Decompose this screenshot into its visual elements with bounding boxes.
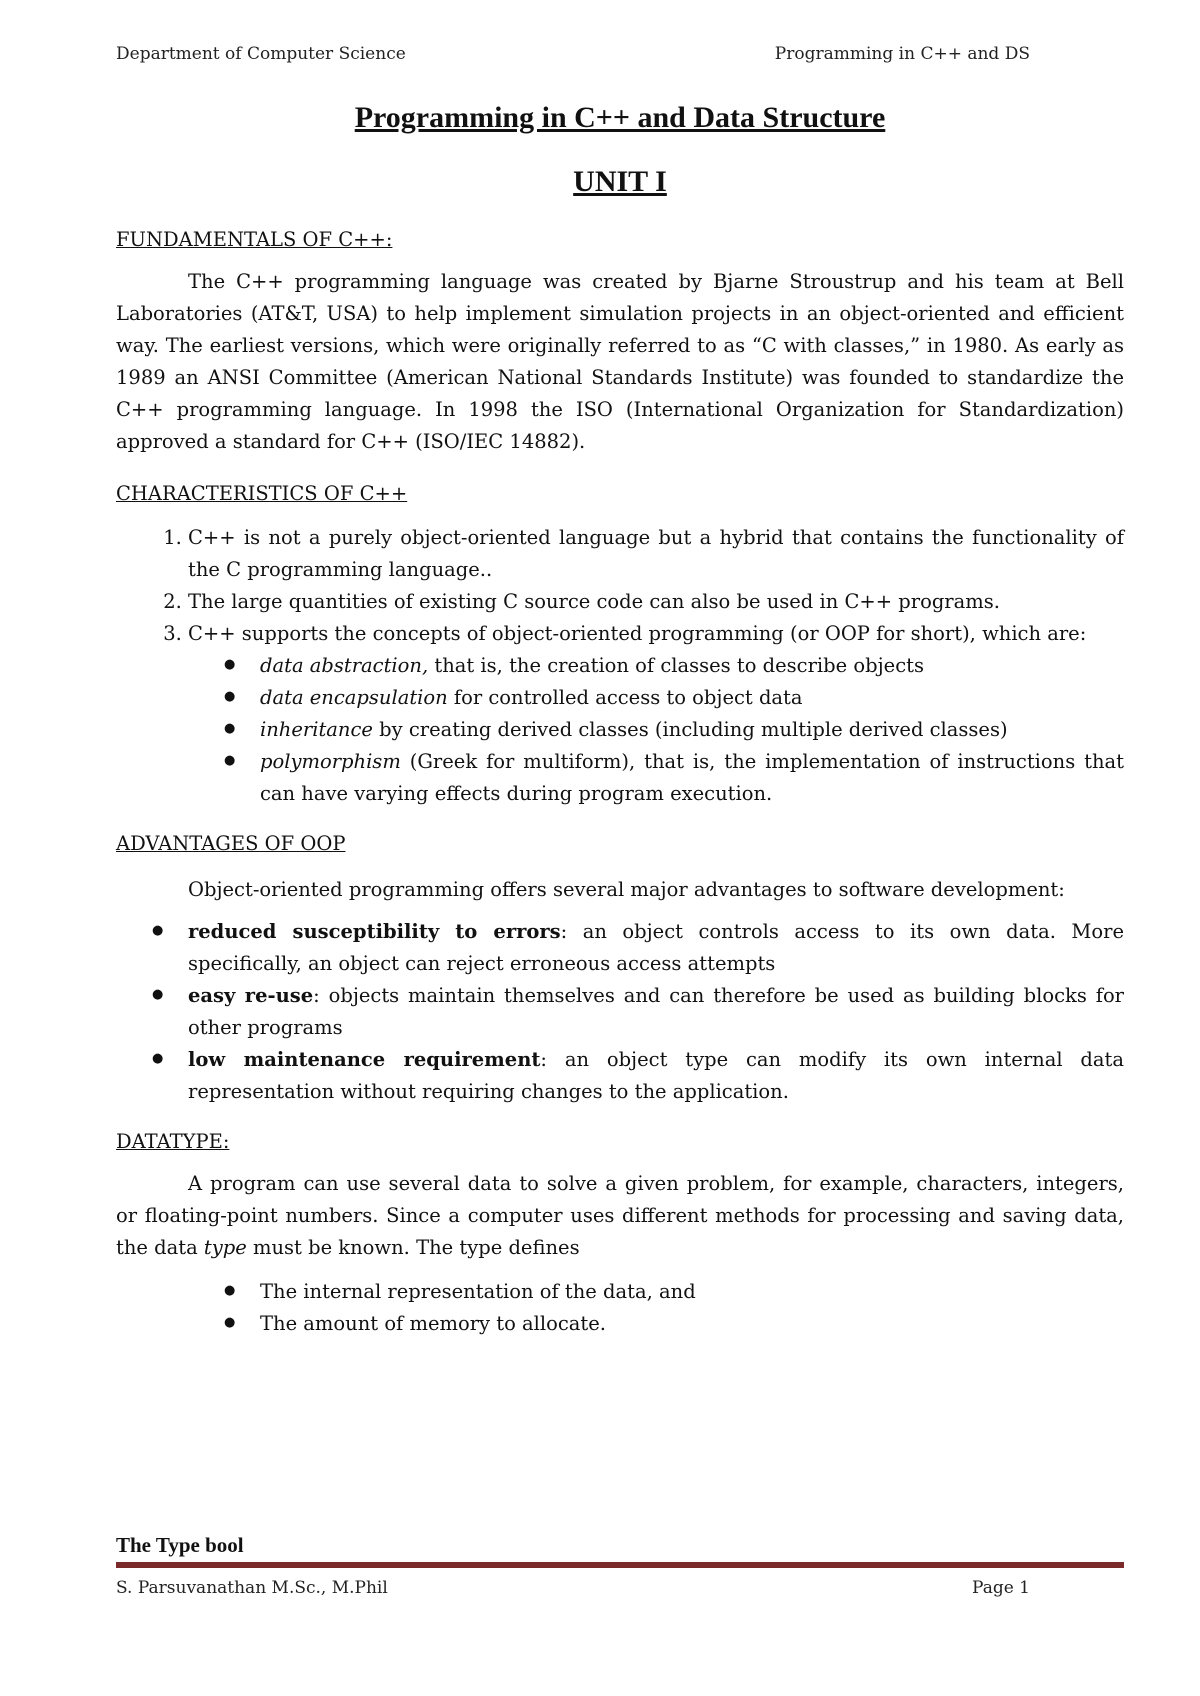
advantages-intro: Object-oriented programming offers several major advantages to software development: (188, 878, 1065, 901)
list-item: ● polymorphism (Greek for multiform), that is, the implementation of instructions that can have varying effects during program execution. (188, 746, 1124, 810)
characteristics-heading: CHARACTERISTICS OF C++ (116, 482, 408, 505)
list-item: ● data encapsulation for controlled access to object data (188, 682, 1124, 714)
running-header (116, 44, 1030, 64)
running-footer (116, 1578, 1030, 1598)
list-item: 1. C++ is not a purely object-oriented language but a hybrid that contains the functionality of the C programming language.. (188, 522, 1124, 586)
fundamentals-paragraph: The C++ programming language was created by Bjarne Stroustrup and his team at Bell Laboratories (AT&T, USA) to help implement simulation projects in an object-oriented and efficient way. The earliest versions, which were originally referred to as “C with classes,” in 1980. As early as 1989 an ANSI Committee (American National Standards Institute) was founded to standardize the C++ programming language. In 1998 the ISO (International Organization for Standardization) approved a standard for C++ (ISO/IEC 14882). (116, 270, 1124, 453)
list-item: ● reduced susceptibility to errors: an object controls access to its own data. More specifically, an object can reject erroneous access attempts (116, 916, 1124, 980)
page-title: Programming in C++ and Data Structure (354, 101, 886, 134)
page-number: Page 1 (972, 1578, 1030, 1598)
footer-divider (116, 1562, 1124, 1568)
list-item: 2. The large quantities of existing C source code can also be used in C++ programs. (188, 586, 1124, 618)
next-section-heading: The Type bool (116, 1533, 244, 1557)
oop-concepts-list (188, 650, 1124, 810)
list-item: ● data abstraction, that is, the creation of classes to describe objects (188, 650, 1124, 682)
list-item: ● The internal representation of the data, and (116, 1276, 1124, 1308)
unit-title: UNIT I (573, 165, 667, 198)
header-course: Programming in C++ and DS (774, 44, 1030, 64)
list-item: ● The amount of memory to allocate. (116, 1308, 1124, 1340)
fundamentals-heading: FUNDAMENTALS OF C++: (116, 228, 393, 251)
advantages-list (116, 916, 1124, 1108)
footer-author: S. Parsuvanathan M.Sc., M.Phil (116, 1578, 388, 1598)
header-department: Department of Computer Science (116, 44, 406, 64)
datatype-heading: DATATYPE: (116, 1130, 230, 1153)
list-item: ● inheritance by creating derived classes (including multiple derived classes) (188, 714, 1124, 746)
list-item: ● easy re-use: objects maintain themselves and can therefore be used as building blocks for other programs (116, 980, 1124, 1044)
datatype-list (116, 1276, 1124, 1340)
list-item: ● low maintenance requirement: an object type can modify its own internal data representation without requiring changes to the application. (116, 1044, 1124, 1108)
list-item: 3. C++ supports the concepts of object-oriented programming (or OOP for short), which are: ● data abstraction, that is, the creation of classes to describe objects ● data encapsulation for controlled access to object data ● inheritance by creating derived classes (including multiple derived classes) ● polymorphism (Greek for multiform), that is, the implementation of instructions that can have varying effects during program execution. (188, 618, 1124, 810)
datatype-paragraph: A program can use several data to solve a given problem, for example, characters, integers, or floating-point numbers. Since a computer uses different methods for processing and saving data, the data type must be known. The type defines (116, 1172, 1124, 1259)
characteristics-list (116, 522, 1124, 810)
page-content (116, 98, 1124, 1340)
advantages-heading: ADVANTAGES OF OOP (116, 832, 346, 855)
